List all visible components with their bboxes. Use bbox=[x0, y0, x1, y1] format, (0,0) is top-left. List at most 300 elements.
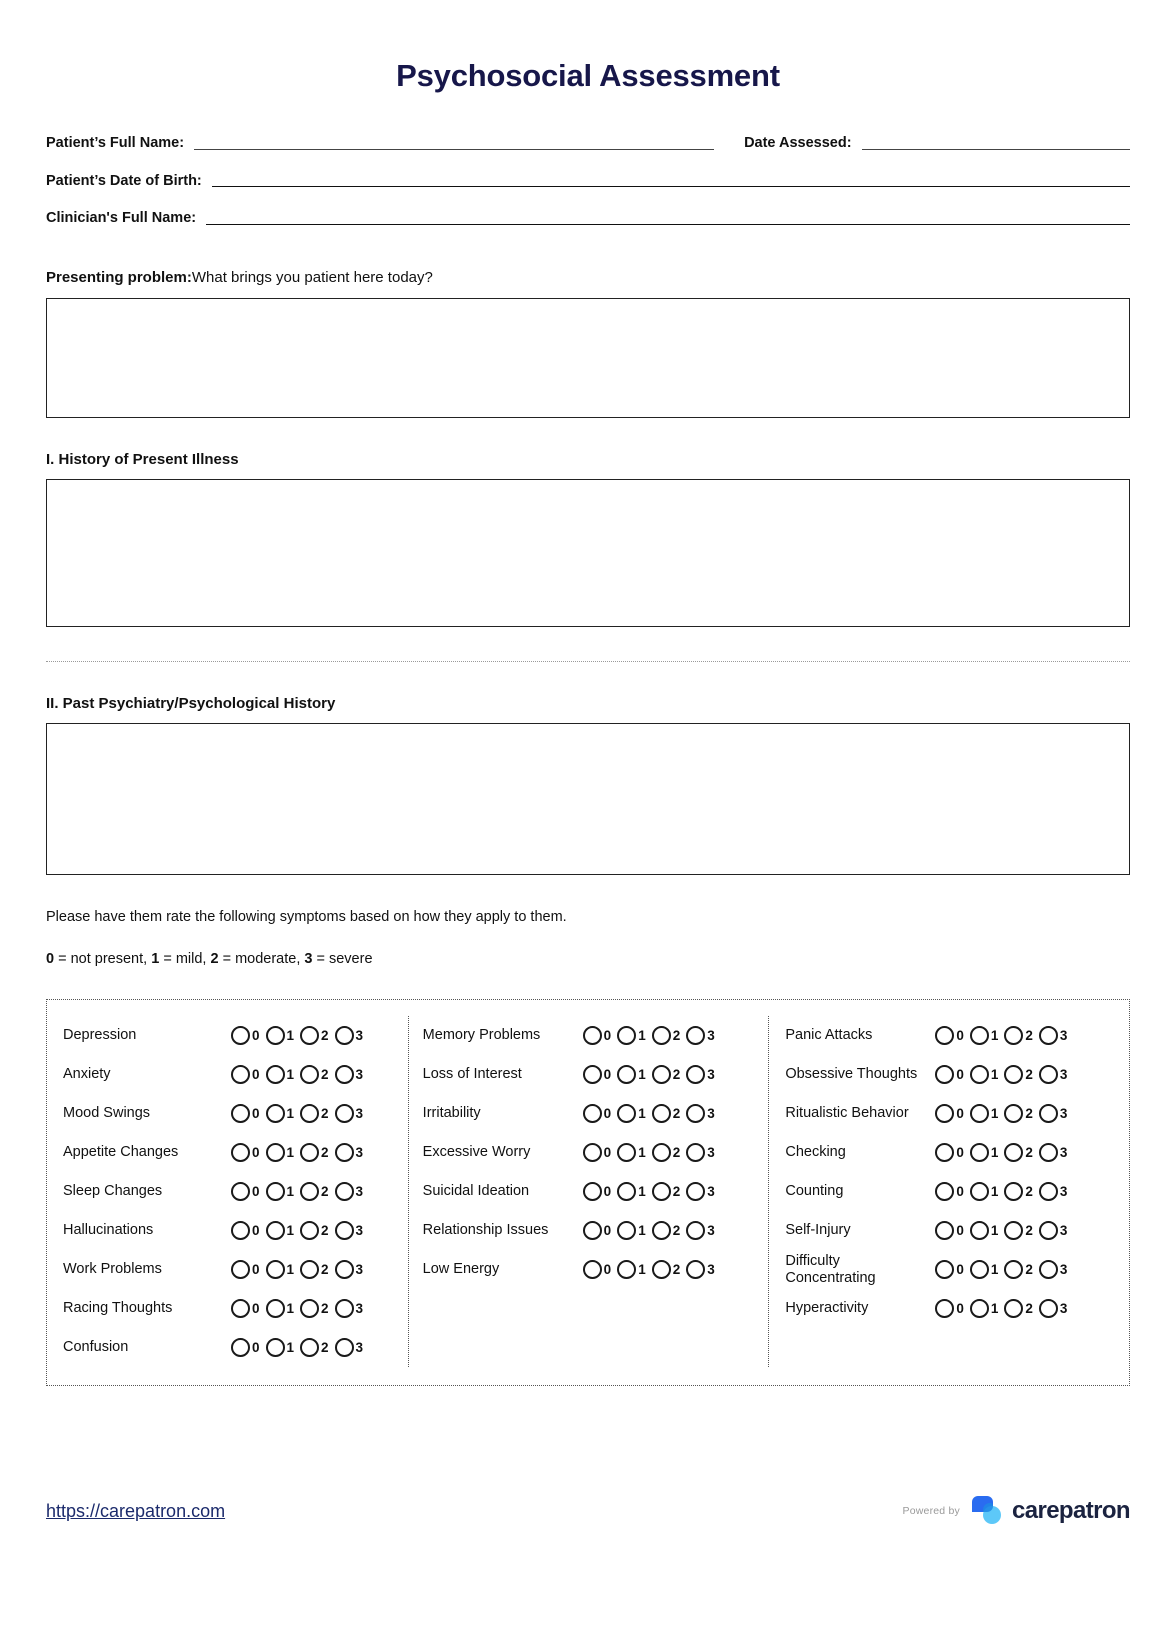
symptom-label: Loss of Interest bbox=[422, 1066, 522, 1083]
radio-circle-icon[interactable] bbox=[300, 1299, 319, 1318]
radio-circle-icon[interactable] bbox=[300, 1338, 319, 1357]
rating-option[interactable] bbox=[335, 1143, 364, 1162]
rating-option-value: 0 bbox=[603, 1183, 612, 1199]
rating-option-value: 3 bbox=[1059, 1027, 1068, 1043]
rating-option-value: 3 bbox=[355, 1183, 364, 1199]
rating-option-value: 1 bbox=[990, 1261, 999, 1277]
rating-option[interactable] bbox=[266, 1143, 295, 1162]
radio-circle-icon[interactable] bbox=[335, 1299, 354, 1318]
radio-circle-icon[interactable] bbox=[335, 1260, 354, 1279]
rating-option[interactable] bbox=[266, 1065, 295, 1084]
radio-circle-icon[interactable] bbox=[335, 1338, 354, 1357]
radio-circle-icon[interactable] bbox=[1004, 1065, 1023, 1084]
rating-option[interactable] bbox=[686, 1221, 715, 1240]
date-assessed-label: Date Assessed: bbox=[744, 135, 852, 151]
past-psych-history-textarea[interactable] bbox=[46, 723, 1130, 875]
radio-circle-icon[interactable] bbox=[617, 1143, 636, 1162]
rating-option[interactable] bbox=[231, 1338, 260, 1357]
rating-option[interactable] bbox=[935, 1299, 964, 1318]
rating-option[interactable] bbox=[1004, 1182, 1033, 1201]
symptom-row bbox=[63, 1289, 398, 1328]
rating-option[interactable] bbox=[1039, 1065, 1068, 1084]
rating-option-value: 0 bbox=[956, 1261, 964, 1277]
rating-option[interactable] bbox=[652, 1104, 681, 1123]
legend-value-2: 2 bbox=[210, 950, 219, 967]
radio-circle-icon[interactable] bbox=[935, 1143, 954, 1162]
symptom-label: Appetite Changes bbox=[63, 1144, 179, 1161]
symptom-row bbox=[785, 1211, 1119, 1250]
radio-circle-icon[interactable] bbox=[335, 1182, 354, 1201]
rating-option[interactable] bbox=[266, 1026, 295, 1045]
rating-option-value: 0 bbox=[603, 1144, 612, 1160]
rating-option[interactable] bbox=[300, 1260, 329, 1279]
rating-option[interactable] bbox=[300, 1221, 329, 1240]
radio-circle-icon[interactable] bbox=[231, 1182, 250, 1201]
symptom-label: Confusion bbox=[63, 1339, 129, 1356]
rating-option[interactable] bbox=[1039, 1182, 1068, 1201]
radio-circle-icon[interactable] bbox=[617, 1182, 636, 1201]
section-heading-past-psych-history: II. Past Psychiatry/Psychological History bbox=[46, 695, 336, 712]
rating-option[interactable] bbox=[1039, 1026, 1068, 1045]
radio-circle-icon[interactable] bbox=[335, 1143, 354, 1162]
rating-option-value: 2 bbox=[321, 1261, 329, 1277]
radio-circle-icon[interactable] bbox=[335, 1065, 354, 1084]
rating-option[interactable] bbox=[231, 1143, 260, 1162]
symptom-rating-options bbox=[935, 1026, 1067, 1045]
rating-option[interactable] bbox=[970, 1221, 999, 1240]
radio-circle-icon[interactable] bbox=[266, 1221, 285, 1240]
radio-circle-icon[interactable] bbox=[1004, 1104, 1023, 1123]
radio-circle-icon[interactable] bbox=[266, 1299, 285, 1318]
symptom-label: Low Energy bbox=[422, 1261, 500, 1278]
radio-circle-icon[interactable] bbox=[935, 1299, 954, 1318]
rating-option[interactable] bbox=[335, 1104, 364, 1123]
rating-option[interactable] bbox=[617, 1026, 646, 1045]
rating-option[interactable] bbox=[617, 1143, 646, 1162]
rating-option[interactable] bbox=[652, 1221, 681, 1240]
radio-circle-icon[interactable] bbox=[231, 1260, 250, 1279]
carepatron-url-link[interactable]: https://carepatron.com bbox=[46, 1500, 226, 1521]
radio-circle-icon[interactable] bbox=[231, 1221, 250, 1240]
rating-option[interactable] bbox=[1039, 1104, 1068, 1123]
symptom-label: Excessive Worry bbox=[422, 1144, 531, 1161]
radio-circle-icon[interactable] bbox=[266, 1182, 285, 1201]
section-heading-history-present-illness: I. History of Present Illness bbox=[46, 451, 239, 468]
symptom-rating-options bbox=[583, 1065, 715, 1084]
rating-option[interactable] bbox=[335, 1299, 364, 1318]
radio-circle-icon[interactable] bbox=[300, 1221, 319, 1240]
radio-circle-icon[interactable] bbox=[300, 1182, 319, 1201]
rating-option[interactable] bbox=[583, 1143, 612, 1162]
radio-circle-icon[interactable] bbox=[231, 1143, 250, 1162]
brand-lockup bbox=[903, 1496, 1131, 1526]
radio-circle-icon[interactable] bbox=[970, 1260, 989, 1279]
radio-circle-icon[interactable] bbox=[231, 1338, 250, 1357]
radio-circle-icon[interactable] bbox=[1039, 1182, 1058, 1201]
rating-option[interactable] bbox=[686, 1260, 715, 1279]
rating-option[interactable] bbox=[1039, 1143, 1068, 1162]
legend-text-2: = moderate, bbox=[218, 950, 305, 967]
rating-option[interactable] bbox=[686, 1026, 715, 1045]
symptom-row bbox=[423, 1094, 759, 1133]
radio-circle-icon[interactable] bbox=[266, 1338, 285, 1357]
dob-input[interactable] bbox=[212, 186, 1130, 187]
symptom-rating-options bbox=[583, 1104, 715, 1123]
rating-option-value: 0 bbox=[956, 1105, 964, 1121]
rating-option[interactable] bbox=[583, 1104, 612, 1123]
rating-option-value: 3 bbox=[355, 1300, 364, 1316]
radio-circle-icon[interactable] bbox=[970, 1182, 989, 1201]
symptom-label: Checking bbox=[785, 1144, 846, 1161]
radio-circle-icon[interactable] bbox=[617, 1065, 636, 1084]
rating-option[interactable] bbox=[335, 1026, 364, 1045]
radio-circle-icon[interactable] bbox=[652, 1104, 671, 1123]
radio-circle-icon[interactable] bbox=[686, 1182, 705, 1201]
rating-option[interactable] bbox=[652, 1143, 681, 1162]
symptom-rating-options bbox=[231, 1104, 363, 1123]
radio-circle-icon[interactable] bbox=[1004, 1260, 1023, 1279]
rating-option-value: 2 bbox=[1025, 1027, 1033, 1043]
radio-circle-icon[interactable] bbox=[300, 1104, 319, 1123]
radio-circle-icon[interactable] bbox=[231, 1065, 250, 1084]
rating-option[interactable] bbox=[935, 1182, 964, 1201]
powered-by-label: Powered by bbox=[902, 1505, 960, 1517]
rating-option-value: 3 bbox=[707, 1066, 715, 1082]
rating-option[interactable] bbox=[266, 1299, 295, 1318]
radio-circle-icon[interactable] bbox=[970, 1221, 989, 1240]
rating-option-value: 2 bbox=[321, 1027, 329, 1043]
rating-option[interactable] bbox=[300, 1182, 329, 1201]
rating-option-value: 2 bbox=[1025, 1066, 1033, 1082]
rating-option[interactable] bbox=[652, 1065, 681, 1084]
rating-option[interactable] bbox=[935, 1221, 964, 1240]
radio-circle-icon[interactable] bbox=[652, 1260, 671, 1279]
symptom-row bbox=[785, 1016, 1119, 1055]
radio-circle-icon[interactable] bbox=[652, 1182, 671, 1201]
symptom-rating-options bbox=[231, 1182, 363, 1201]
rating-option-value: 1 bbox=[286, 1261, 295, 1277]
rating-option[interactable] bbox=[935, 1026, 964, 1045]
rating-option-value: 1 bbox=[990, 1105, 999, 1121]
rating-option[interactable] bbox=[335, 1338, 364, 1357]
radio-circle-icon[interactable] bbox=[1039, 1299, 1058, 1318]
rating-option[interactable] bbox=[617, 1065, 646, 1084]
symptom-row bbox=[63, 1133, 398, 1172]
rating-option[interactable] bbox=[300, 1299, 329, 1318]
legend-text-1: = mild, bbox=[159, 950, 211, 967]
rating-option-value: 2 bbox=[672, 1066, 681, 1082]
rating-option-value: 1 bbox=[990, 1183, 999, 1199]
rating-option[interactable] bbox=[617, 1104, 646, 1123]
radio-circle-icon[interactable] bbox=[1039, 1221, 1058, 1240]
rating-option-value: 1 bbox=[286, 1183, 295, 1199]
symptom-label: Depression bbox=[63, 1027, 137, 1044]
radio-circle-icon[interactable] bbox=[652, 1026, 671, 1045]
presenting-problem-textarea[interactable] bbox=[46, 298, 1130, 418]
rating-option[interactable] bbox=[1004, 1104, 1033, 1123]
rating-option-value: 0 bbox=[252, 1027, 260, 1043]
radio-circle-icon[interactable] bbox=[935, 1182, 954, 1201]
rating-option[interactable] bbox=[266, 1260, 295, 1279]
radio-circle-icon[interactable] bbox=[686, 1221, 705, 1240]
radio-circle-icon[interactable] bbox=[970, 1026, 989, 1045]
rating-option[interactable] bbox=[231, 1260, 260, 1279]
rating-option[interactable] bbox=[266, 1338, 295, 1357]
radio-circle-icon[interactable] bbox=[1004, 1143, 1023, 1162]
rating-option[interactable] bbox=[1004, 1221, 1033, 1240]
symptom-label: Mood Swings bbox=[63, 1105, 151, 1122]
rating-option[interactable] bbox=[583, 1260, 612, 1279]
symptom-label: Obsessive Thoughts bbox=[785, 1066, 918, 1083]
radio-circle-icon[interactable] bbox=[1039, 1260, 1058, 1279]
rating-option[interactable] bbox=[300, 1143, 329, 1162]
rating-option[interactable] bbox=[335, 1182, 364, 1201]
rating-option-value: 1 bbox=[286, 1144, 295, 1160]
rating-option[interactable] bbox=[231, 1026, 260, 1045]
radio-circle-icon[interactable] bbox=[617, 1260, 636, 1279]
radio-circle-icon[interactable] bbox=[686, 1143, 705, 1162]
radio-circle-icon[interactable] bbox=[266, 1104, 285, 1123]
rating-option[interactable] bbox=[686, 1065, 715, 1084]
carepatron-wordmark: carepatron bbox=[1011, 1497, 1130, 1524]
rating-option[interactable] bbox=[335, 1260, 364, 1279]
symptom-rating-options bbox=[935, 1143, 1067, 1162]
rating-option[interactable] bbox=[231, 1299, 260, 1318]
radio-circle-icon[interactable] bbox=[583, 1182, 602, 1201]
rating-option[interactable] bbox=[686, 1182, 715, 1201]
rating-option-value: 3 bbox=[355, 1222, 364, 1238]
rating-option[interactable] bbox=[300, 1065, 329, 1084]
rating-option-value: 2 bbox=[672, 1183, 681, 1199]
radio-circle-icon[interactable] bbox=[583, 1260, 602, 1279]
row-patient-name-and-date bbox=[46, 136, 1130, 153]
rating-option[interactable] bbox=[583, 1065, 612, 1084]
radio-circle-icon[interactable] bbox=[231, 1104, 250, 1123]
rating-option[interactable] bbox=[1039, 1299, 1068, 1318]
row-date-of-birth bbox=[46, 174, 1130, 191]
rating-option-value: 2 bbox=[1025, 1105, 1033, 1121]
rating-option[interactable] bbox=[935, 1065, 964, 1084]
symptom-label: Memory Problems bbox=[422, 1027, 541, 1044]
rating-option[interactable] bbox=[231, 1065, 260, 1084]
rating-option-value: 3 bbox=[707, 1144, 715, 1160]
radio-circle-icon[interactable] bbox=[970, 1065, 989, 1084]
rating-option-value: 2 bbox=[672, 1027, 681, 1043]
radio-circle-icon[interactable] bbox=[935, 1260, 954, 1279]
symptom-label: Suicidal Ideation bbox=[422, 1183, 530, 1200]
rating-option[interactable] bbox=[583, 1182, 612, 1201]
radio-circle-icon[interactable] bbox=[1039, 1065, 1058, 1084]
rating-option-value: 2 bbox=[321, 1300, 329, 1316]
history-present-illness-textarea[interactable] bbox=[46, 479, 1130, 627]
rating-option-value: 2 bbox=[321, 1144, 329, 1160]
rating-option[interactable] bbox=[970, 1065, 999, 1084]
radio-circle-icon[interactable] bbox=[970, 1104, 989, 1123]
rating-option[interactable] bbox=[935, 1104, 964, 1123]
radio-circle-icon[interactable] bbox=[231, 1026, 250, 1045]
rating-option-value: 0 bbox=[956, 1183, 964, 1199]
rating-option[interactable] bbox=[970, 1104, 999, 1123]
radio-circle-icon[interactable] bbox=[231, 1299, 250, 1318]
radio-circle-icon[interactable] bbox=[970, 1143, 989, 1162]
rating-option[interactable] bbox=[335, 1221, 364, 1240]
radio-circle-icon[interactable] bbox=[583, 1026, 602, 1045]
radio-circle-icon[interactable] bbox=[266, 1143, 285, 1162]
radio-circle-icon[interactable] bbox=[1004, 1182, 1023, 1201]
radio-circle-icon[interactable] bbox=[652, 1221, 671, 1240]
date-assessed-input[interactable] bbox=[862, 149, 1130, 150]
rating-option-value: 3 bbox=[355, 1339, 364, 1355]
rating-option-value: 0 bbox=[956, 1144, 964, 1160]
rating-option[interactable] bbox=[970, 1260, 999, 1279]
symptom-rating-options bbox=[231, 1299, 363, 1318]
radio-circle-icon[interactable] bbox=[1039, 1026, 1058, 1045]
radio-circle-icon[interactable] bbox=[300, 1026, 319, 1045]
rating-option[interactable] bbox=[617, 1182, 646, 1201]
rating-option[interactable] bbox=[300, 1338, 329, 1357]
rating-option-value: 1 bbox=[990, 1066, 999, 1082]
rating-option[interactable] bbox=[652, 1260, 681, 1279]
symptom-row bbox=[785, 1133, 1119, 1172]
rating-option[interactable] bbox=[970, 1026, 999, 1045]
rating-option[interactable] bbox=[686, 1104, 715, 1123]
rating-option[interactable] bbox=[970, 1182, 999, 1201]
radio-circle-icon[interactable] bbox=[686, 1065, 705, 1084]
symptom-rating-options bbox=[231, 1221, 363, 1240]
radio-circle-icon[interactable] bbox=[686, 1026, 705, 1045]
rating-option[interactable] bbox=[266, 1221, 295, 1240]
radio-circle-icon[interactable] bbox=[266, 1065, 285, 1084]
radio-circle-icon[interactable] bbox=[583, 1143, 602, 1162]
legend-value-0: 0 bbox=[46, 950, 55, 967]
rating-option[interactable] bbox=[300, 1026, 329, 1045]
symptom-row bbox=[423, 1211, 759, 1250]
rating-option[interactable] bbox=[652, 1026, 681, 1045]
radio-circle-icon[interactable] bbox=[617, 1104, 636, 1123]
radio-circle-icon[interactable] bbox=[266, 1260, 285, 1279]
radio-circle-icon[interactable] bbox=[583, 1104, 602, 1123]
radio-circle-icon[interactable] bbox=[300, 1143, 319, 1162]
rating-option[interactable] bbox=[1004, 1143, 1033, 1162]
symptom-label: Sleep Changes bbox=[63, 1183, 163, 1200]
rating-option[interactable] bbox=[231, 1221, 260, 1240]
rating-option-value: 3 bbox=[1059, 1066, 1068, 1082]
radio-circle-icon[interactable] bbox=[1039, 1104, 1058, 1123]
rating-option-value: 3 bbox=[355, 1261, 364, 1277]
symptom-rating-options bbox=[583, 1260, 715, 1279]
clinician-name-input[interactable] bbox=[206, 224, 1130, 225]
symptom-row bbox=[63, 1211, 398, 1250]
rating-option[interactable] bbox=[300, 1104, 329, 1123]
symptom-row bbox=[423, 1133, 759, 1172]
rating-option[interactable] bbox=[583, 1221, 612, 1240]
rating-option[interactable] bbox=[1039, 1260, 1068, 1279]
rating-option[interactable] bbox=[970, 1299, 999, 1318]
radio-circle-icon[interactable] bbox=[686, 1260, 705, 1279]
symptom-column-2 bbox=[408, 1016, 769, 1367]
rating-option-value: 0 bbox=[252, 1144, 260, 1160]
dob-label: Patient’s Date of Birth: bbox=[46, 172, 202, 189]
rating-option[interactable] bbox=[652, 1182, 681, 1201]
rating-option-value: 2 bbox=[1025, 1144, 1033, 1160]
rating-option[interactable] bbox=[335, 1065, 364, 1084]
radio-circle-icon[interactable] bbox=[335, 1026, 354, 1045]
rating-option-value: 0 bbox=[252, 1222, 260, 1238]
radio-circle-icon[interactable] bbox=[652, 1143, 671, 1162]
radio-circle-icon[interactable] bbox=[935, 1221, 954, 1240]
symptom-row bbox=[785, 1094, 1119, 1133]
radio-circle-icon[interactable] bbox=[935, 1104, 954, 1123]
radio-circle-icon[interactable] bbox=[935, 1065, 954, 1084]
symptom-row bbox=[423, 1016, 759, 1055]
rating-option[interactable] bbox=[935, 1143, 964, 1162]
rating-option[interactable] bbox=[1039, 1221, 1068, 1240]
rating-option-value: 3 bbox=[1059, 1222, 1068, 1238]
rating-option[interactable] bbox=[583, 1026, 612, 1045]
radio-circle-icon[interactable] bbox=[617, 1026, 636, 1045]
rating-option-value: 3 bbox=[707, 1261, 715, 1277]
rating-option[interactable] bbox=[266, 1104, 295, 1123]
rating-option-value: 2 bbox=[1025, 1261, 1033, 1277]
radio-circle-icon[interactable] bbox=[1004, 1299, 1023, 1318]
rating-option[interactable] bbox=[1004, 1065, 1033, 1084]
rating-option[interactable] bbox=[686, 1143, 715, 1162]
rating-option-value: 1 bbox=[638, 1027, 646, 1043]
rating-option[interactable] bbox=[617, 1221, 646, 1240]
radio-circle-icon[interactable] bbox=[1039, 1143, 1058, 1162]
rating-option[interactable] bbox=[935, 1260, 964, 1279]
radio-circle-icon[interactable] bbox=[300, 1065, 319, 1084]
rating-option[interactable] bbox=[1004, 1260, 1033, 1279]
rating-option[interactable] bbox=[617, 1260, 646, 1279]
presenting-problem-prompt bbox=[46, 268, 1130, 288]
radio-circle-icon[interactable] bbox=[335, 1104, 354, 1123]
symptom-label: Racing Thoughts bbox=[63, 1300, 173, 1317]
radio-circle-icon[interactable] bbox=[300, 1260, 319, 1279]
rating-option-value: 3 bbox=[1059, 1105, 1068, 1121]
rating-option[interactable] bbox=[1004, 1299, 1033, 1318]
rating-option[interactable] bbox=[231, 1104, 260, 1123]
patient-name-input[interactable] bbox=[194, 149, 714, 150]
radio-circle-icon[interactable] bbox=[935, 1026, 954, 1045]
rating-option-value: 1 bbox=[638, 1144, 646, 1160]
radio-circle-icon[interactable] bbox=[652, 1065, 671, 1084]
symptom-row bbox=[785, 1172, 1119, 1211]
rating-option[interactable] bbox=[231, 1182, 260, 1201]
radio-circle-icon[interactable] bbox=[1004, 1221, 1023, 1240]
symptom-row bbox=[423, 1250, 759, 1289]
rating-option-value: 0 bbox=[603, 1261, 612, 1277]
symptom-row bbox=[63, 1055, 398, 1094]
rating-option-value: 1 bbox=[638, 1105, 646, 1121]
rating-legend bbox=[46, 950, 1130, 970]
radio-circle-icon[interactable] bbox=[970, 1299, 989, 1318]
radio-circle-icon[interactable] bbox=[686, 1104, 705, 1123]
rating-option[interactable] bbox=[1004, 1026, 1033, 1045]
radio-circle-icon[interactable] bbox=[583, 1221, 602, 1240]
radio-circle-icon[interactable] bbox=[617, 1221, 636, 1240]
radio-circle-icon[interactable] bbox=[583, 1065, 602, 1084]
radio-circle-icon[interactable] bbox=[1004, 1026, 1023, 1045]
rating-option-value: 3 bbox=[355, 1066, 364, 1082]
rating-option[interactable] bbox=[970, 1143, 999, 1162]
radio-circle-icon[interactable] bbox=[335, 1221, 354, 1240]
symptom-label: Self-Injury bbox=[785, 1222, 851, 1239]
rating-option[interactable] bbox=[266, 1182, 295, 1201]
symptom-row bbox=[785, 1289, 1119, 1328]
rating-option-value: 1 bbox=[990, 1222, 999, 1238]
radio-circle-icon[interactable] bbox=[266, 1026, 285, 1045]
